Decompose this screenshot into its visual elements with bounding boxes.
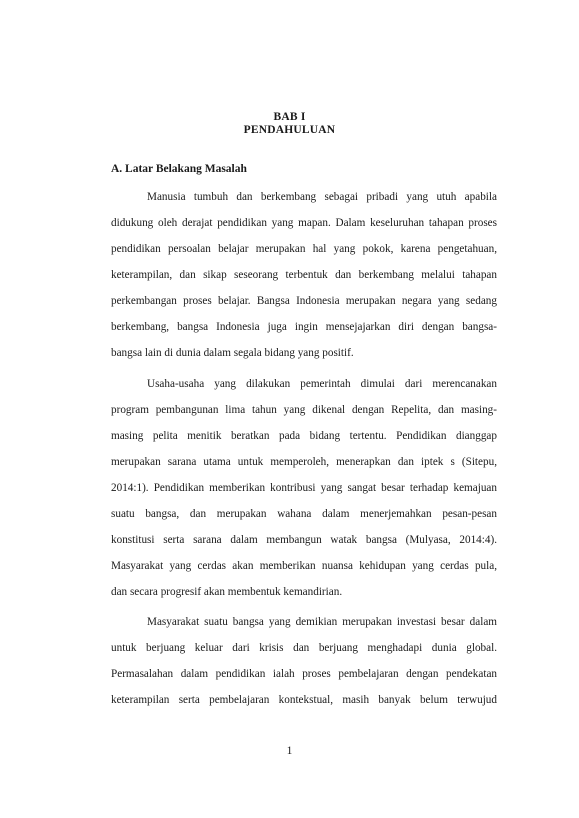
page-number: 1 [286, 745, 293, 757]
paragraph-2-line: dan secara progresif akan membentuk kemandirian. [111, 586, 343, 598]
paragraph-2-line: program pembangunan lima tahun yang dikenal dengan Repelita, dan masing- [111, 404, 497, 416]
paragraph-1-line: keterampilan, dan sikap seseorang terbentuk dan berkembang melalui tahapan [111, 269, 497, 281]
paragraph-2-line: suatu bangsa, dan merupakan wahana dalam menerjemahkan pesan-pesan [111, 508, 497, 520]
paragraph-3-line: Permasalahan dalam pendidikan ialah proses pembelajaran dengan pendekatan [111, 668, 497, 680]
paragraph-1-line: Manusia tumbuh dan berkembang sebagai pribadi yang utuh apabila [147, 191, 497, 203]
paragraph-3-line: untuk berjuang keluar dari krisis dan berjuang menghadapi dunia global. [111, 642, 497, 654]
paragraph-2-line: Usaha-usaha yang dilakukan pemerintah dimulai dari merencanakan [147, 378, 497, 390]
paragraph-2-line: merupakan sarana utama untuk memperoleh, menerapkan dan iptek s (Sitepu, [111, 456, 497, 468]
paragraph-1-line: pendidikan persoalan belajar merupakan hal yang pokok, karena pengetahuan, [111, 243, 497, 255]
paragraph-1-line: berkembang, bangsa Indonesia juga ingin mensejajarkan diri dengan bangsa- [111, 321, 497, 333]
paragraph-2-line: konstitusi serta sarana dalam membangun watak bangsa (Mulyasa, 2014:4). [111, 534, 497, 546]
chapter-number: BAB I [273, 111, 306, 123]
section-heading: A. Latar Belakang Masalah [111, 163, 247, 175]
paragraph-2-line: Masyarakat yang cerdas akan memberikan nuansa kehidupan yang cerdas pula, [111, 560, 497, 572]
paragraph-3-line: Masyarakat suatu bangsa yang demikian merupakan investasi besar dalam [147, 616, 497, 628]
paragraph-1-line: perkembangan proses belajar. Bangsa Indonesia merupakan negara yang sedang [111, 295, 497, 307]
paragraph-2-line: masing pelita menitik beratkan pada bidang tertentu. Pendidikan dianggap [111, 430, 497, 442]
paragraph-2-line: 2014:1). Pendidikan memberikan kontribusi yang sangat besar terhadap kemajuan [111, 482, 497, 494]
paragraph-1-line: didukung oleh derajat pendidikan yang mapan. Dalam keseluruhan tahapan proses [111, 217, 497, 229]
paragraph-3-line: keterampilan serta pembelajaran kontekstual, masih banyak belum terwujud [111, 694, 497, 706]
paragraph-1-line: bangsa lain di dunia dalam segala bidang yang positif. [111, 347, 354, 359]
chapter-title: PENDAHULUAN [243, 124, 336, 136]
